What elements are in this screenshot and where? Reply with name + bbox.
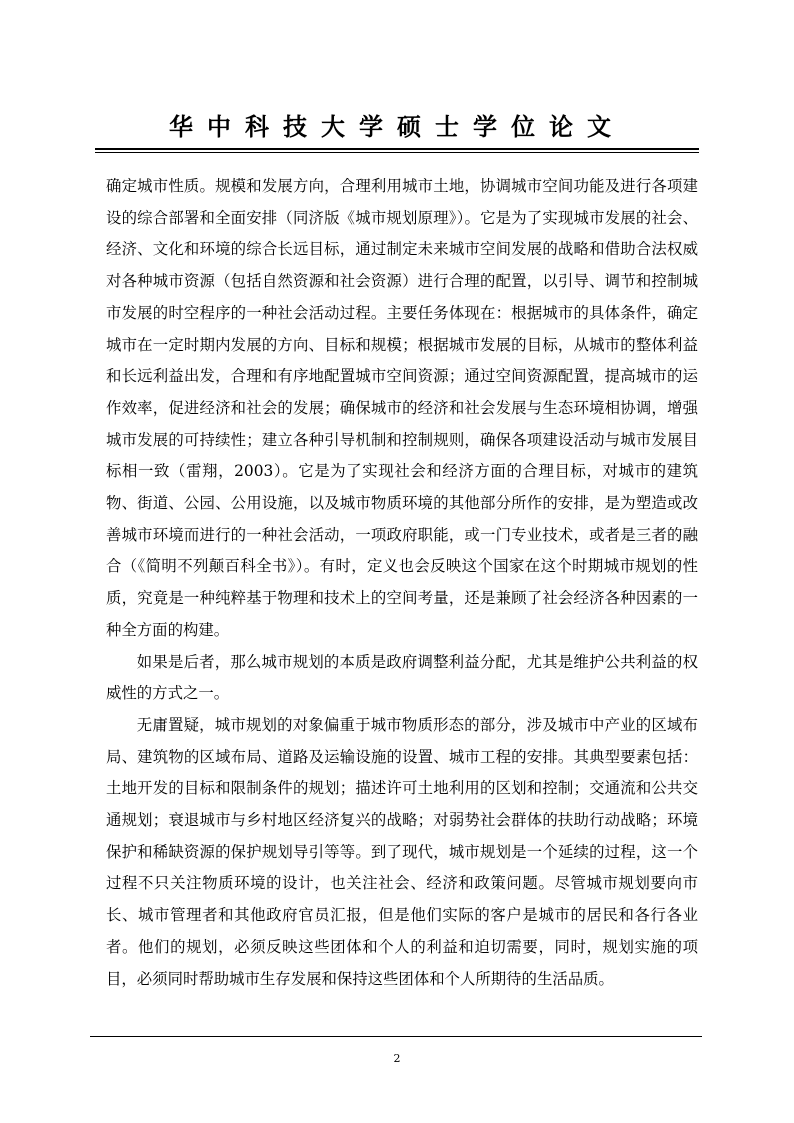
page-number: 2 (393, 1052, 401, 1065)
paragraph: 如果是后者，那么城市规划的本质是政府调整利益分配，尤其是维护公共利益的权威性的方式之一。 (106, 652, 698, 703)
header-rule-thick (95, 148, 699, 150)
header-rule-thin (95, 152, 699, 153)
page-header-title: 华中科技大学硕士学位论文 (169, 112, 625, 141)
footer-rule (90, 1036, 702, 1037)
paragraph: 无庸置疑，城市规划的对象偏重于城市物质形态的部分，涉及城市中产业的区域布局、建筑物的区域布局、道路及运输设施的设置、城市工程的安排。其典型要素包括：土地开发的目标和限制条件的规划；描述许可土地利用的区划和控制；交通流和公共交通规划；衰退城市与乡村地区经济复兴的战略；对弱势社会群体的扶助行动战略；环境保护和稀缺资源的保护规划导引等等。到了现代，城市规划是一个延续的过程，这一个过程不只关注物质环境的设计，也关注社会、经济和政策问题。尽管城市规划要向市长、城市管理者和其他政府官员汇报，但是他们实际的客户是城市的居民和各行各业者。他们的规划，必须反映这些团体和个人的利益和迫切需要，同时，规划实施的项目，必须同时帮助城市生存发展和保持这些团体和个人所期待的生活品质。 (106, 715, 698, 988)
body-text (106, 171, 698, 995)
paragraph-continued: 确定城市性质。规模和发展方向，合理利用城市土地，协调城市空间功能及进行各项建设的综合部署和全面安排（同济版《城市规划原理》）。它是为了实现城市发展的社会、经济、文化和环境的综合长远目标，通过制定未来城市空间发展的战略和借助合法权威对各种城市资源（包括自然资源和社会资源）进行合理的配置，以引导、调节和控制城市发展的时空程序的一种社会活动过程。主要任务体现在：根据城市的具体条件，确定城市在一定时期内发展的方向、目标和规模；根据城市发展的目标，从城市的整体利益和长远利益出发，合理和有序地配置城市空间资源；通过空间资源配置，提高城市的运作效率，促进经济和社会的发展；确保城市的经济和社会发展与生态环境相协调，增强城市发展的可持续性；建立各种引导机制和控制规则，确保各项建设活动与城市发展目标相一致（雷翔，2003）。它是为了实现社会和经济方面的合理目标，对城市的建筑物、街道、公园、公用设施，以及城市物质环境的其他部分所作的安排，是为塑造或改善城市环境而进行的一种社会活动，一项政府职能，或一门专业技术，或者是三者的融合（《简明不列颠百科全书》）。有时，定义也会反映这个国家在这个时期城市规划的性质，究竟是一种纯粹基于物理和技术上的空间考量，还是兼顾了社会经济各种因素的一种全方面的构建。 (106, 177, 698, 639)
